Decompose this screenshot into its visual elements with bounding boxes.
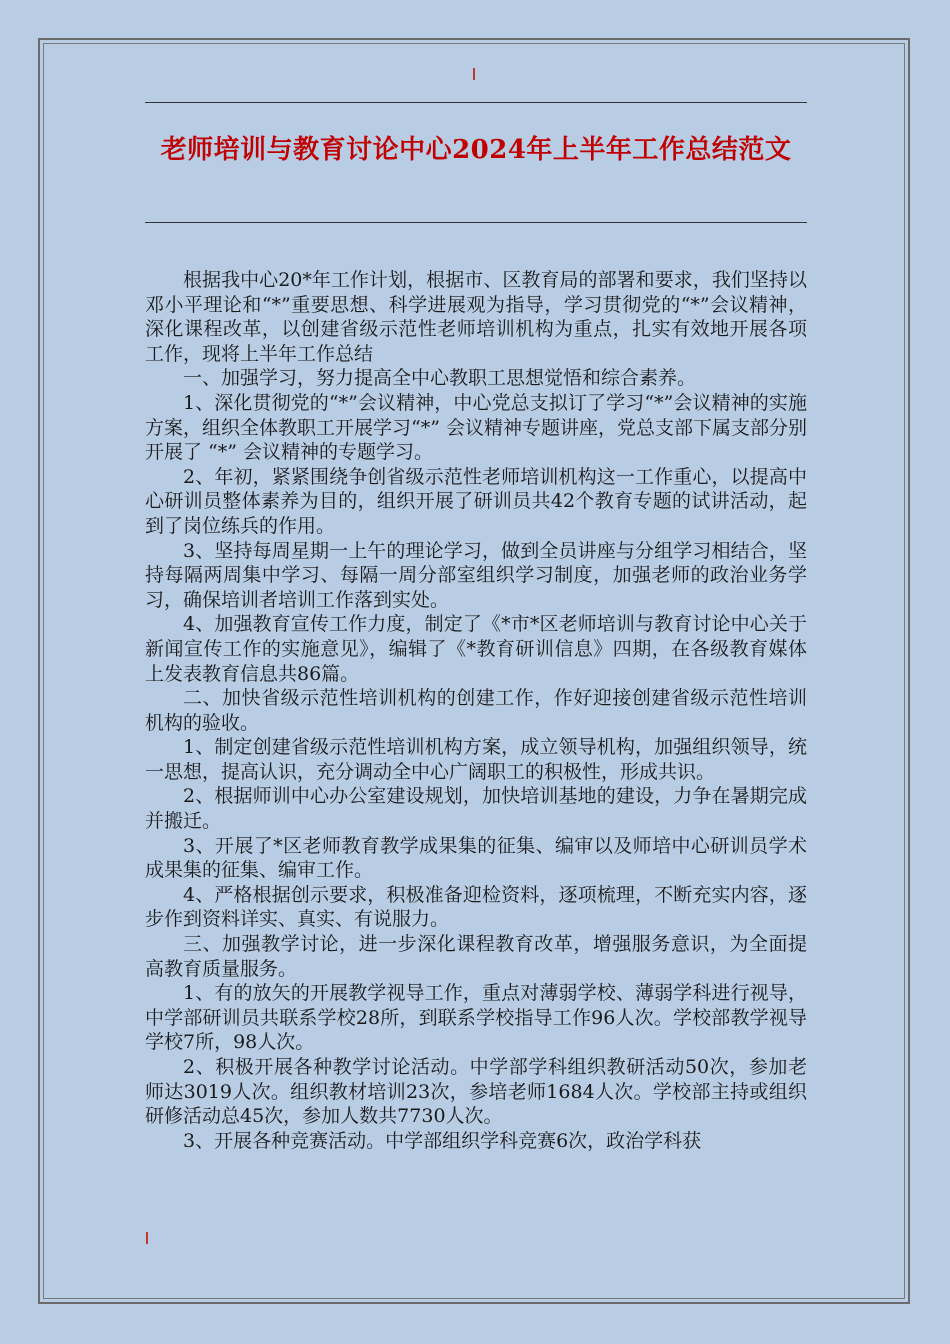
paragraph: 4、加强教育宣传工作力度，制定了《*市*区老师培训与教育讨论中心关于新闻宣传工作的实施意见》，编辑了《*教育研训信息》四期，在各级教育媒体上发表教育信息共86篇。 — [145, 613, 807, 685]
paragraph: 三、加强教学讨论，进一步深化课程教育改革，增强服务意识，为全面提高教育质量服务。 — [145, 933, 807, 980]
paragraph: 1、有的放矢的开展教学视导工作，重点对薄弱学校、薄弱学科进行视导，中学部研训员共联系学校28所，到联系学校指导工作96人次。学校部教学视导学校7所，98人次。 — [145, 982, 807, 1054]
paragraph: 2、积极开展各种教学讨论活动。中学部学科组织教研活动50次，参加老师达3019人次。组织教材培训23次，参培老师1684人次。学校部主持或组织研修活动总45次，参加人数共7730人次。 — [145, 1056, 807, 1128]
paragraph: 3、坚持每周星期一上午的理论学习，做到全员讲座与分组学习相结合，坚持每隔两周集中学习、每隔一周分部室组织学习制度，加强老师的政治业务学习，确保培训者培训工作落到实处。 — [145, 539, 807, 611]
paragraph: 1、制定创建省级示范性培训机构方案，成立领导机构，加强组织领导，统一思想，提高认识，充分调动全中心广阔职工的积极性，形成共识。 — [145, 736, 807, 783]
document-title: 老师培训与教育讨论中心2024年上半年工作总结范文 — [160, 135, 792, 165]
footer-mark — [146, 1232, 148, 1244]
paragraph: 1、深化贯彻党的“*”会议精神，中心党总支拟订了学习“*”会议精神的实施方案，组织全体教职工开展学习“*” 会议精神专题讲座，党总支部下属支部分别开展了 “*” 会议精神的专题学习。 — [145, 391, 807, 464]
title-rule-top — [145, 102, 807, 103]
paragraph: 2、根据师训中心办公室建设规划，加快培训基地的建设，力争在暑期完成并搬迁。 — [145, 785, 807, 833]
header-mark — [473, 68, 475, 80]
paragraph: 一、加强学习，努力提高全中心教职工思想觉悟和综合素养。 — [183, 367, 697, 390]
title-rule-bottom — [145, 222, 807, 223]
document-body — [145, 268, 807, 1153]
paragraph: 二、加快省级示范性培训机构的创建工作，作好迎接创建省级示范性培训机构的验收。 — [145, 687, 807, 734]
paragraph: 2、年初，紧紧围绕争创省级示范性老师培训机构这一工作重心，以提高中心研训员整体素养为目的，组织开展了研训员共42个教育专题的试讲活动，起到了岗位练兵的作用。 — [145, 465, 807, 537]
paragraph: 4、严格根据创示要求，积极准备迎检资料，逐项梳理，不断充实内容，逐步作到资料详实、真实、有说服力。 — [145, 883, 807, 931]
paragraph: 3、开展了*区老师教育教学成果集的征集、编审以及师培中心研训员学术成果集的征集、编审工作。 — [145, 834, 807, 882]
paragraph: 根据我中心20*年工作计划，根据市、区教育局的部署和要求，我们坚持以邓小平理论和“*”重要思想、科学进展观为指导，学习贯彻党的“*”会议精神，深化课程改革，以创建省级示范性老师培训机构为重点，扎实有效地开展各项工作，现将上半年工作总结 — [145, 269, 807, 365]
paragraph: 3、开展各种竞赛活动。中学部组织学科竞赛6次，政治学科获 — [183, 1129, 702, 1152]
